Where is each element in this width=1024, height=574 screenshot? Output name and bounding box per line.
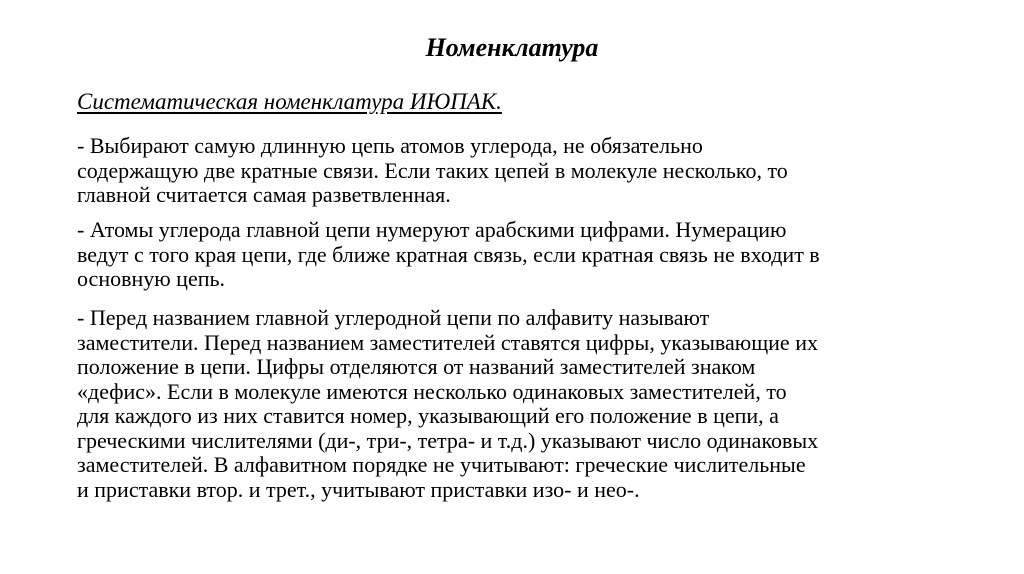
paragraph-line: и приставки втор. и трет., учитывают приставки изо- и нео-.	[77, 476, 640, 502]
paragraph-line: основную цепь.	[77, 266, 226, 291]
paragraph-line: положение в цепи. Цифры отделяются от названий заместителей знаком	[77, 354, 756, 379]
paragraph-3	[77, 306, 957, 502]
paragraph-2	[77, 218, 957, 292]
paragraph-line: греческими числителями (ди-, три-, тетра- и т.д.) указывают число одинаковых	[77, 427, 819, 453]
slide-title: Номенклатура	[425, 33, 599, 62]
paragraph-line: главной считается самая разветвленная.	[77, 182, 451, 207]
paragraph-1	[77, 134, 957, 208]
paragraph-line: - Перед названием главной углеродной цепи по алфавиту называют	[77, 305, 710, 330]
slide-subtitle: Систематическая номенклатура ИЮПАК.	[77, 89, 502, 114]
paragraph-line: ведут с того края цепи, где ближе кратная связь, если кратная связь не входит в	[77, 241, 820, 267]
paragraph-line: для каждого из них ставится номер, указывающий его положение в цепи, а	[77, 403, 779, 428]
paragraph-line: содержащую две кратные связи. Если таких цепей в молекуле несколько, то	[77, 157, 788, 183]
paragraph-line: - Выбирают самую длинную цепь атомов углерода, не обязательно	[77, 133, 703, 158]
paragraph-line: «дефис». Если в молекуле имеются несколько одинаковых заместителей, то	[77, 378, 787, 404]
paragraph-line: - Атомы углерода главной цепи нумеруют арабскими цифрами. Нумерацию	[77, 217, 787, 242]
paragraph-line: заместителей. В алфавитном порядке не учитывают: греческие числительные	[77, 452, 806, 477]
paragraph-line: заместители. Перед названием заместителей ставятся цифры, указывающие их	[77, 329, 818, 355]
